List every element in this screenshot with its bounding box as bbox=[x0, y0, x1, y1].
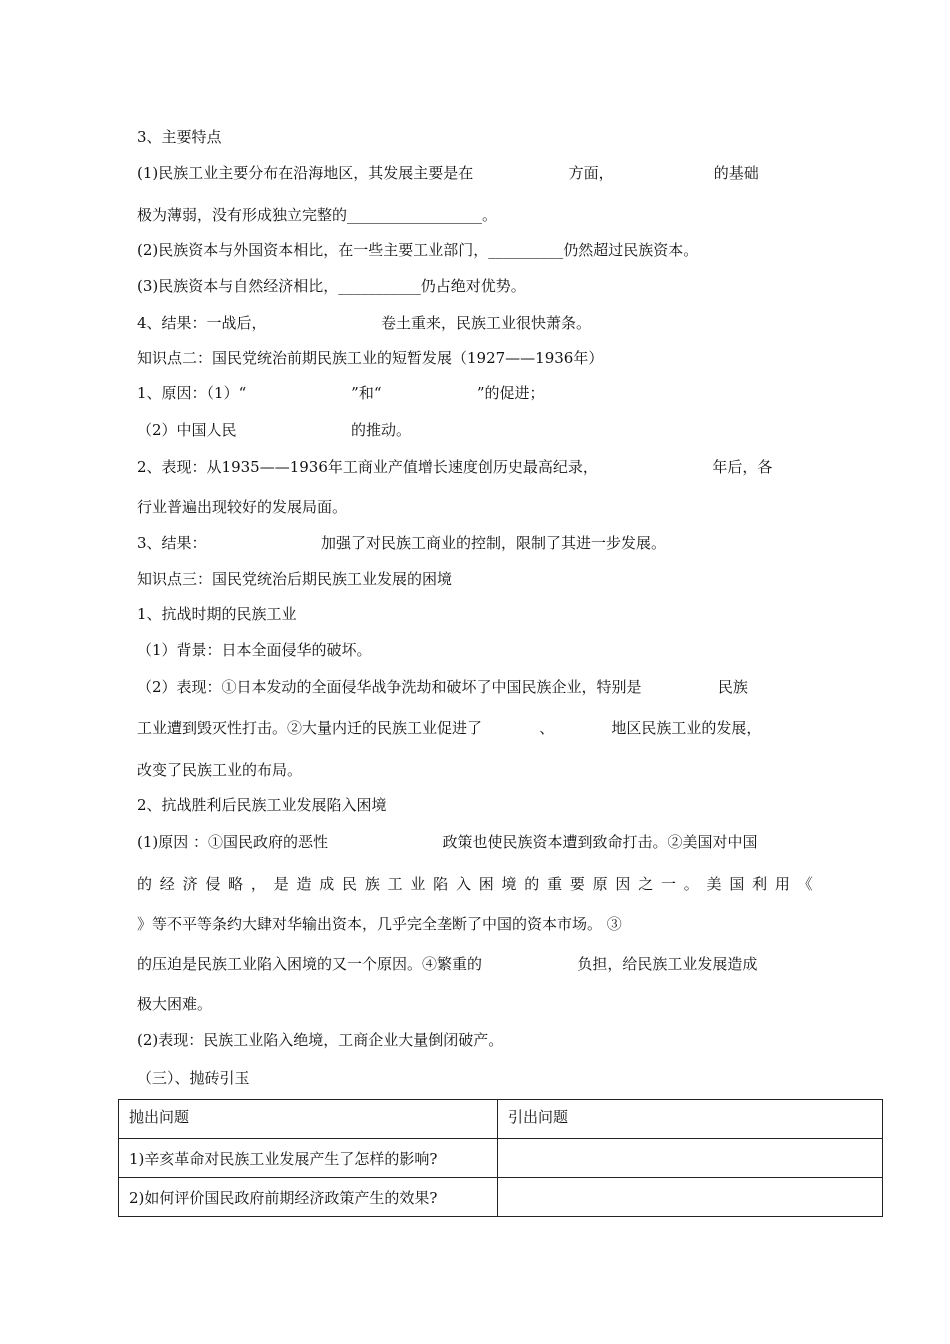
question-table bbox=[118, 1099, 883, 1217]
text-line: 2、表现：从1935——1936年工商业产值增长速度创历史最高纪录， 年后，各 bbox=[137, 458, 773, 476]
text-line: 行业普遍出现较好的发展局面。 bbox=[137, 498, 348, 516]
text-line: 3、结果： 加强了对民族工商业的控制，限制了其进一步发展。 bbox=[137, 534, 666, 552]
char: 美 bbox=[706, 875, 722, 893]
text-line: 4、结果：一战后， 卷土重来，民族工业很快萧条。 bbox=[137, 314, 591, 332]
text-line: （1）背景：日本全面侵华的破坏。 bbox=[137, 641, 372, 659]
text-line: 2、抗战胜利后民族工业发展陷入困境 bbox=[137, 796, 387, 814]
char: 略 bbox=[228, 875, 244, 893]
text-line-justified bbox=[137, 874, 813, 894]
char: 《 bbox=[797, 875, 813, 893]
table-cell[interactable] bbox=[498, 1178, 883, 1217]
char: 是 bbox=[273, 875, 289, 893]
section-heading: 知识点三：国民党统治后期民族工业发展的困境 bbox=[137, 570, 453, 588]
char: 境 bbox=[501, 875, 517, 893]
text-line: (1)原因 ：①国民政府的恶性 政策也使民族资本遭到致命打击。②美国对中国 bbox=[137, 833, 758, 851]
text-line: （2）表现：①日本发动的全面侵华战争洗劫和破坏了中国民族企业，特别是 民族 bbox=[137, 678, 748, 696]
text-line: 的压迫是民族工业陷入困境的又一个原因。④繁重的 负担，给民族工业发展造成 bbox=[137, 955, 758, 973]
char: 侵 bbox=[205, 875, 221, 893]
char: 民 bbox=[342, 875, 358, 893]
section-heading: （三）、抛砖引玉 bbox=[137, 1069, 250, 1087]
char: 济 bbox=[182, 875, 198, 893]
text-line: (2)民族资本与外国资本相比，在一些主要工业部门，__________仍然超过民族资本。 bbox=[137, 241, 699, 259]
char: 利 bbox=[752, 875, 768, 893]
text-line: 工业遭到毁灭性打击。②大量内迁的民族工业促进了 、 地区民族工业的发展， bbox=[137, 719, 762, 737]
char: 业 bbox=[410, 875, 426, 893]
text-line: 极大困难。 bbox=[137, 995, 213, 1013]
char: 的 bbox=[137, 875, 153, 893]
char: 入 bbox=[455, 875, 471, 893]
char: 之 bbox=[638, 875, 654, 893]
text-line: (2)表现：民族工业陷入绝境，工商企业大量倒闭破产。 bbox=[137, 1031, 504, 1049]
char: 一 bbox=[660, 875, 676, 893]
table-cell: 1)辛亥革命对民族工业发展产生了怎样的影响? bbox=[119, 1139, 498, 1178]
char: 。 bbox=[683, 875, 699, 893]
char: 工 bbox=[387, 875, 403, 893]
char: 经 bbox=[159, 875, 175, 893]
char: 陷 bbox=[433, 875, 449, 893]
text-line: 》等不平等条约大肆对华输出资本，几乎完全垄断了中国的资本市场。 ③ bbox=[137, 915, 622, 933]
char: 原 bbox=[592, 875, 608, 893]
char: 困 bbox=[478, 875, 494, 893]
char: 重 bbox=[547, 875, 563, 893]
table-cell[interactable] bbox=[498, 1139, 883, 1178]
table-row bbox=[119, 1178, 883, 1217]
char: 的 bbox=[524, 875, 540, 893]
table-header: 引出问题 bbox=[498, 1100, 883, 1139]
text-line: 改变了民族工业的布局。 bbox=[137, 761, 303, 779]
text-line: 1、抗战时期的民族工业 bbox=[137, 605, 297, 623]
char: ， bbox=[250, 875, 266, 893]
table-row bbox=[119, 1139, 883, 1178]
text-line: 3、主要特点 bbox=[137, 128, 222, 146]
table-cell: 2)如何评价国民政府前期经济政策产生的效果? bbox=[119, 1178, 498, 1217]
char: 族 bbox=[364, 875, 380, 893]
char: 造 bbox=[296, 875, 312, 893]
char: 成 bbox=[319, 875, 335, 893]
char: 国 bbox=[729, 875, 745, 893]
text-line: 极为薄弱，没有形成独立完整的__________________。 bbox=[137, 206, 498, 224]
char: 用 bbox=[774, 875, 790, 893]
text-line: (1)民族工业主要分布在沿海地区，其发展主要是在 方面， 的基础 bbox=[137, 164, 759, 182]
table-header: 抛出问题 bbox=[119, 1100, 498, 1139]
text-line: (3)民族资本与自然经济相比，___________仍占绝对优势。 bbox=[137, 277, 526, 295]
table-header-row bbox=[119, 1100, 883, 1139]
section-heading: 知识点二：国民党统治前期民族工业的短暂发展（1927——1936年） bbox=[137, 349, 604, 367]
char: 要 bbox=[569, 875, 585, 893]
char: 因 bbox=[615, 875, 631, 893]
text-line: 1、原因：（1）“ ”和“ ”的促进； bbox=[137, 384, 545, 402]
text-line: （2）中国人民 的推动。 bbox=[137, 421, 411, 439]
